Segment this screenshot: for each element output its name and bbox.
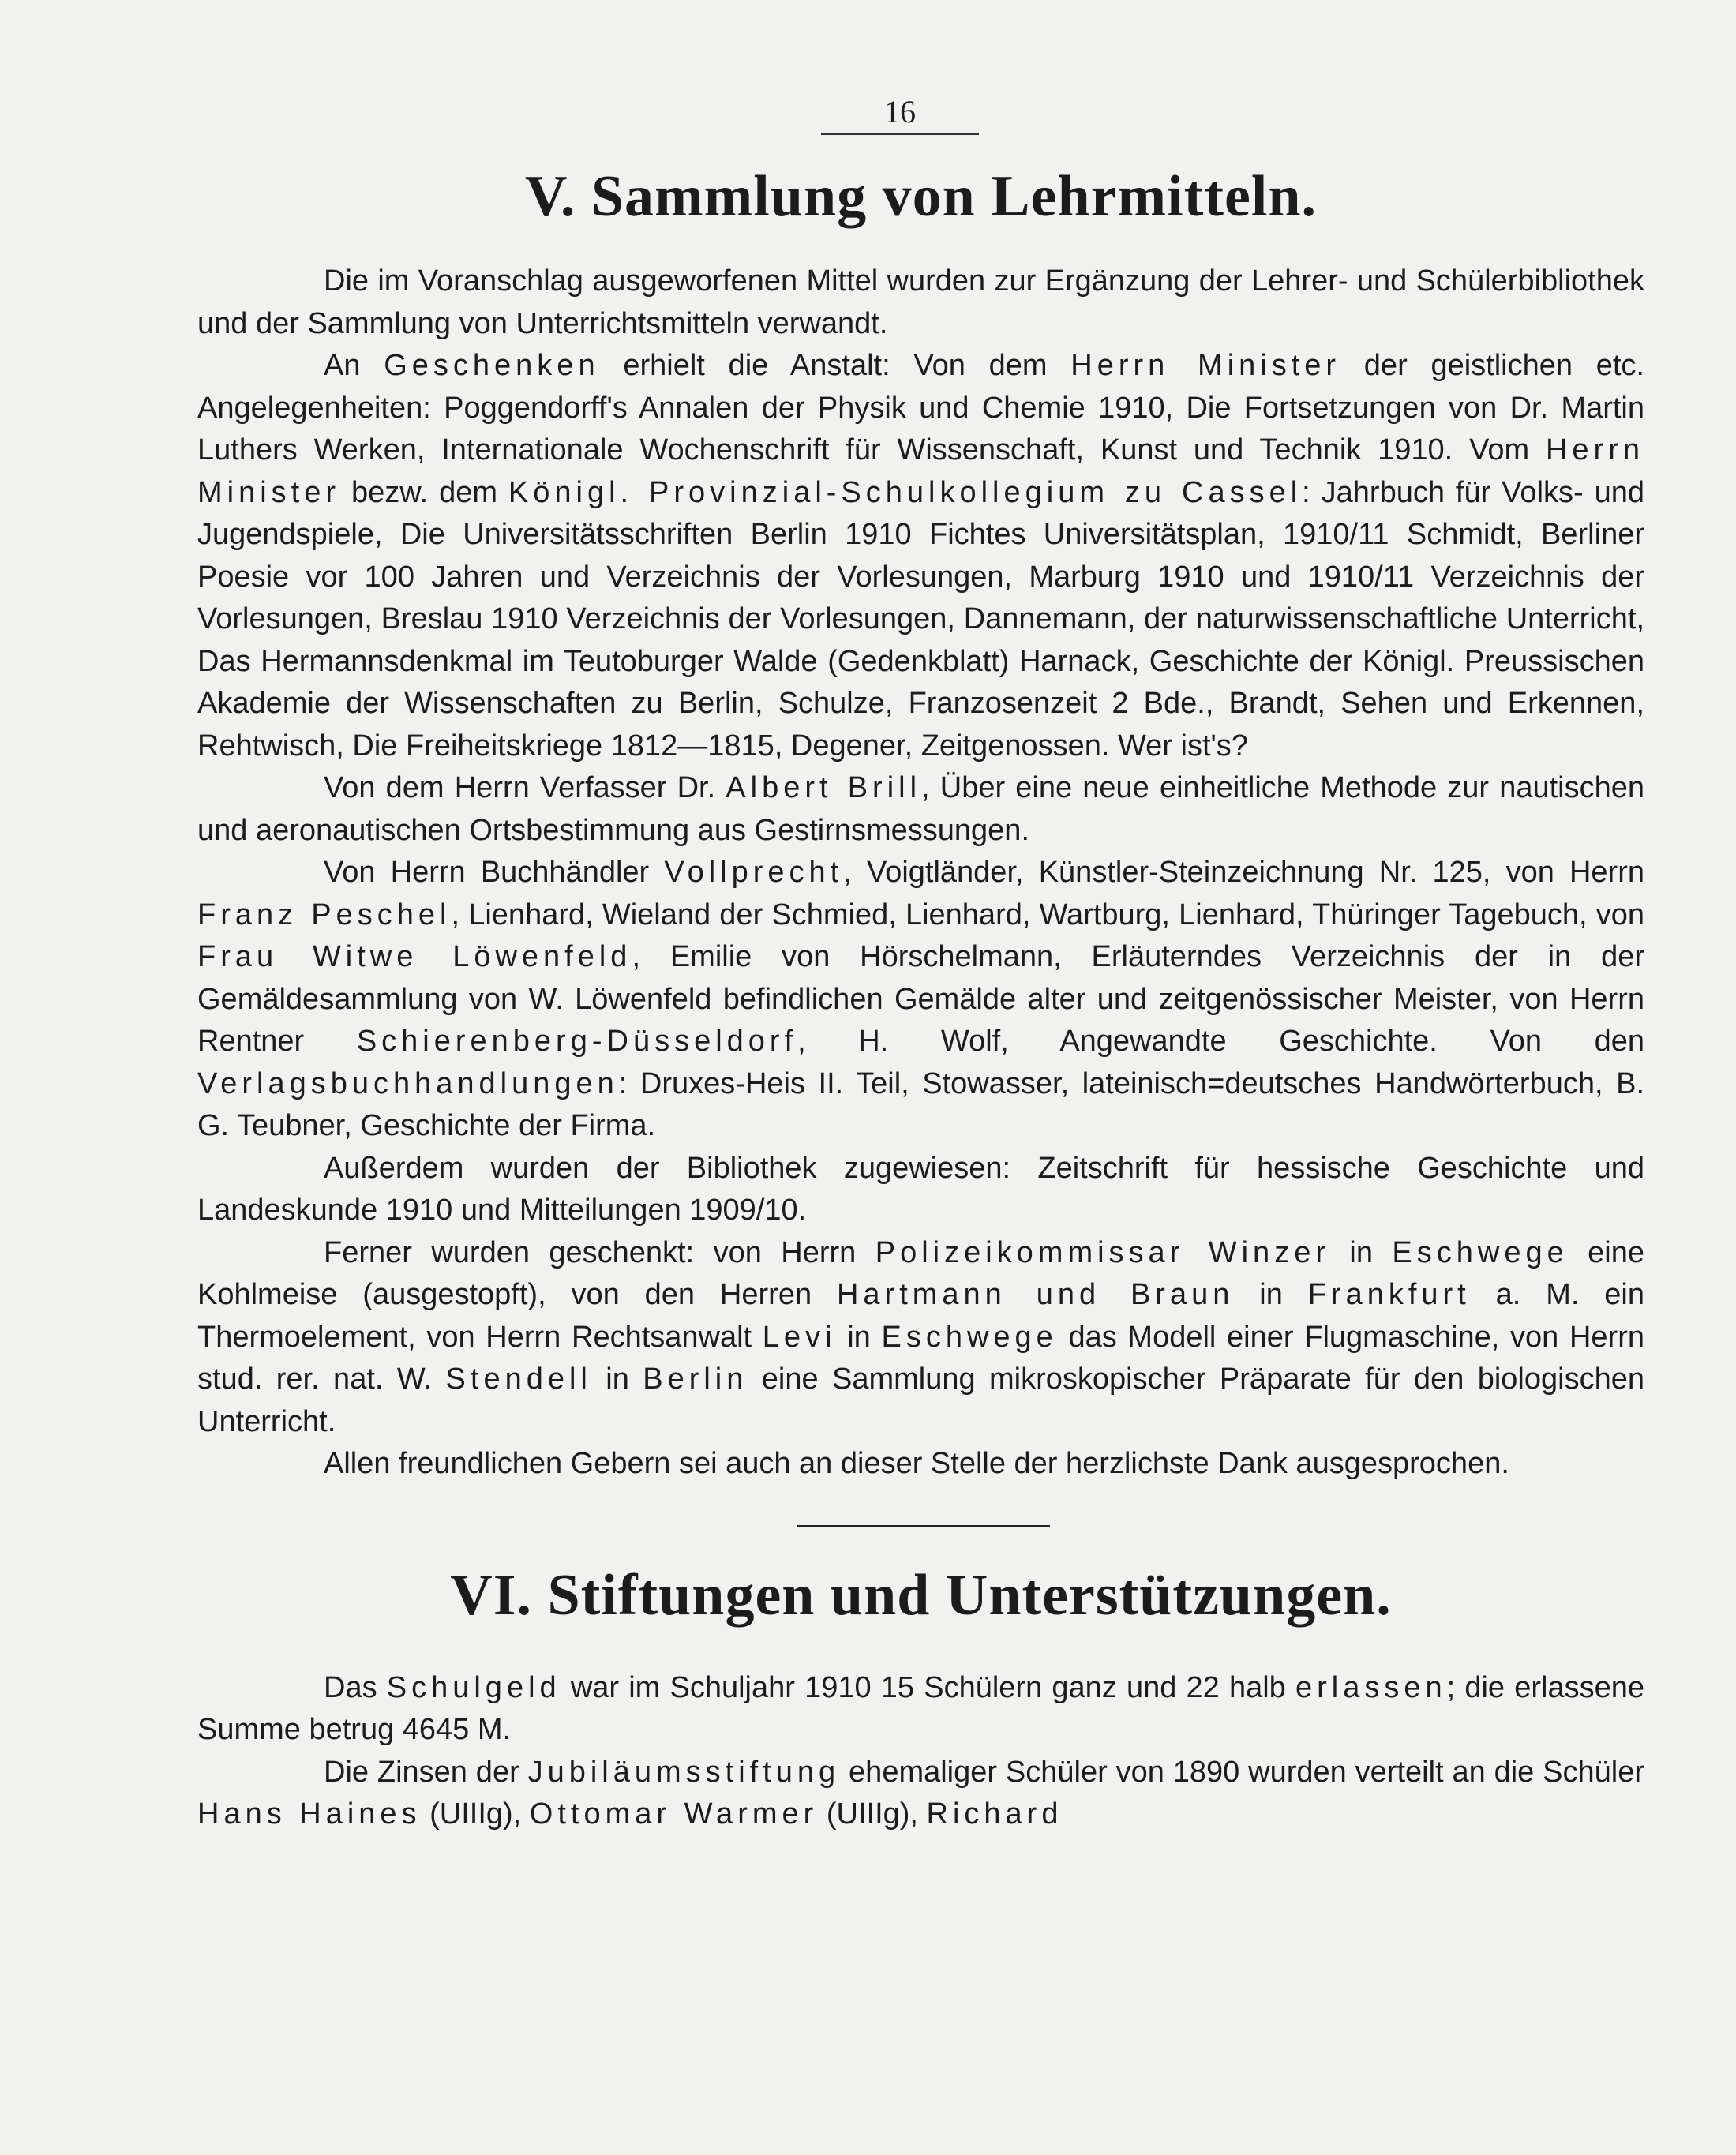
paragraph: Allen freundlichen Gebern sei auch an dieser Stelle der herzlichste Dank ausgesprochen.: [324, 1447, 1509, 1480]
paragraph: Von Herrn Buchhändler Vollprecht, Voigtländer, Künstler-Steinzeichnung Nr. 125, von Herrn Franz Peschel, Lienhard, Wieland der Schmied, Lienhard, Wartburg, Lienhard, Thüringer Tagebuch, von Frau Witwe Löwenfeld, Emilie von Hörschelmann, Erläuterndes Verzeichnis der in der Gemäldesammlung von W. Löwenfeld befindlichen Gemälde alter und zeitgenössischer Meister, von Herrn Rentner Schierenberg-Düsseldorf, H. Wolf, Angewandte Geschichte. Von den Verlagsbuchhandlungen: Druxes-Heis II. Teil, Stowasser, lateinisch=deutsches Handwörterbuch, B. G. Teubner, Geschichte der Firma.: [197, 856, 1645, 1142]
paragraph: Die im Voranschlag ausgeworfenen Mittel wurden zur Ergänzung der Lehrer- und Schülerbibliothek und der Sammlung von Unterrichtsmitteln verwandt.: [197, 264, 1644, 340]
page-number: 16: [821, 93, 979, 135]
section-divider: [797, 1525, 1050, 1527]
section-heading-vi: VI. Stiftungen und Unterstützungen.: [450, 1562, 1392, 1628]
section-heading-v: V. Sammlung von Lehrmitteln.: [524, 164, 1318, 229]
paragraph: An Geschenken erhielt die Anstalt: Von dem Herrn Minister der geistlichen etc. Angelegenheiten: Poggendorff's Annalen der Physik und Chemie 1910, Die Fortsetzungen von Dr. Martin Luthers Werken, Internationale Wochenschrift für Wissenschaft, Kunst und Technik 1910. Vom Herrn Minister bezw. dem Königl. Provinzial-Schulkollegium zu Cassel: Jahrbuch für Volks- und Jugendspiele, Die Universitätsschriften Berlin 1910 Fichtes Universitätsplan, 1910/11 Schmidt, Berliner Poesie vor 100 Jahren und Verzeichnis der Vorlesungen, Marburg 1910 und 1910/11 Verzeichnis der Vorlesungen, Breslau 1910 Verzeichnis der Vorlesungen, Dannemann, der naturwissenschaftliche Unterricht, Das Hermannsdenkmal im Teutoburger Walde (Gedenkblatt) Harnack, Geschichte der Königl. Preussischen Akademie der Wissenschaften zu Berlin, Schulze, Franzosenzeit 2 Bde., Brandt, Sehen und Erkennen, Rehtwisch, Die Freiheitskriege 1812—1815, Degener, Zeitgenossen. Wer ist's?: [197, 349, 1644, 763]
paragraph: Außerdem wurden der Bibliothek zugewiesen: Zeitschrift für hessische Geschichte und Landeskunde 1910 und Mitteilungen 1909/10.: [197, 1151, 1644, 1227]
paragraph: Die Zinsen der Jubiläumsstiftung ehemaliger Schüler von 1890 wurden verteilt an die Schüler Hans Haines (UIIIg), Ottomar Warmer (UIIIg), Richard: [197, 1755, 1644, 1831]
paragraph: Von dem Herrn Verfasser Dr. Albert Brill, Über eine neue einheitliche Methode zur nautischen und aeronautischen Ortsbestimmung aus Gestirnsmessungen.: [197, 771, 1645, 847]
paragraph: Das Schulgeld war im Schuljahr 1910 15 Schülern ganz und 22 halb erlassen; die erlassene Summe betrug 4645 M.: [197, 1670, 1644, 1746]
paragraph: Ferner wurden geschenkt: von Herrn Polizeikommissar Winzer in Eschwege eine Kohlmeise (ausgestopft), von den Herren Hartmann und Braun in Frankfurt a. M. ein Thermoelement, von Herrn Rechtsanwalt Levi in Eschwege das Modell einer Flugmaschine, von Herrn stud. rer. nat. W. Stendell in Berlin eine Sammlung mikroskopischer Präparate für den biologischen Unterricht.: [197, 1235, 1644, 1438]
